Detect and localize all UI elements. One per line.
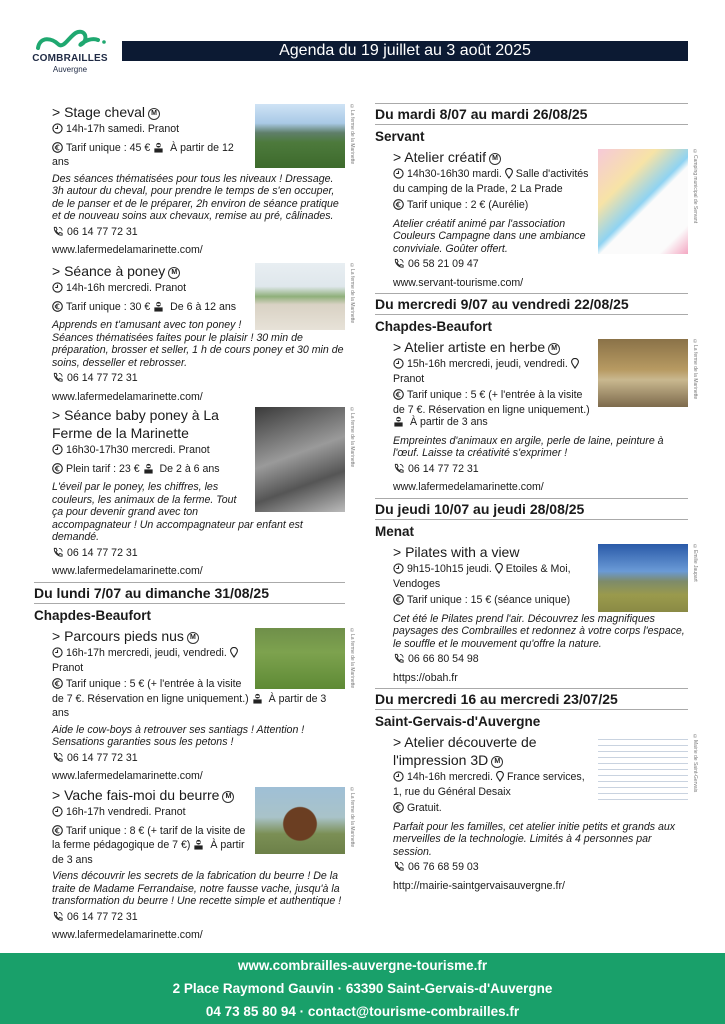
event-description: L'éveil par le poney, les chiffres, les couleurs, les animaux de la ferme. Tout ça pour devenir grand avec ton accompagnateur ! Un accompagnateur par enfant est demandé.: [52, 481, 303, 543]
event-description: Empreintes d'animaux en argile, perle de laine, peinture à l'œuf. Laisse ta créativité s'exprimer !: [393, 434, 664, 459]
date-range-heading: Du jeudi 10/07 au jeudi 28/08/25: [375, 498, 688, 520]
event-title-text: > Pilates with a view: [393, 544, 520, 560]
event-title-text: > Séance à poney: [52, 263, 166, 279]
event-age: À partir de 3 ans: [409, 416, 488, 428]
event-url[interactable]: www.lafermedelamarinette.com/: [52, 390, 203, 403]
event-price-text: Tarif unique : 5 € (+ l'entrée à la visite de 7 €. Réservation en ligne uniquement.): [52, 678, 249, 705]
event-item: [34, 627, 355, 783]
event-photo: [598, 149, 698, 254]
euro-icon: [52, 142, 63, 157]
phone-icon: [52, 752, 64, 767]
event-title-text: > Parcours pieds nus: [52, 628, 184, 644]
event-photo: [255, 407, 355, 512]
event-title-text: > Vache fais-moi du beurre: [52, 787, 220, 803]
location-pin-icon: [230, 647, 238, 662]
event-url[interactable]: www.servant-tourisme.com/: [393, 276, 524, 289]
event-title-text: > Atelier créatif: [393, 149, 486, 165]
clock-icon: [393, 358, 404, 373]
photo-credit: ©Camping municipal de Servant: [692, 149, 698, 224]
event-title-text: > Stage cheval: [52, 104, 146, 120]
event-time: 16h-17h mercredi, jeudi, vendredi.: [66, 647, 227, 659]
photo-credit: ©La ferme de la Marinette: [349, 407, 355, 468]
person-icon: [393, 416, 404, 431]
event-item: [34, 103, 355, 257]
footer: [0, 953, 725, 1024]
logo-mark-icon: [30, 26, 110, 54]
event-photo: [598, 339, 698, 407]
phone-icon: [393, 653, 405, 668]
photo-credit: ©La ferme de la Marinette: [349, 787, 355, 848]
event-photo: [255, 104, 355, 168]
clock-icon: [52, 123, 63, 138]
event-phone-number: 06 14 77 72 31: [408, 462, 479, 475]
event-price-text: Tarif unique : 2 € (Aurélie): [407, 199, 529, 211]
event-photo: [255, 263, 355, 330]
phone-icon: [52, 547, 64, 562]
location-pin-icon: [505, 168, 513, 183]
date-range-heading: Du mercredi 9/07 au vendredi 22/08/25: [375, 293, 688, 315]
event-age: De 6 à 12 ans: [170, 300, 237, 313]
phone-icon: [52, 372, 64, 387]
euro-icon: [52, 301, 63, 316]
event-price-text: Tarif unique : 8 € (+ tarif de la visite de la ferme pédagogique de 7 €): [52, 824, 246, 851]
event-phone-number: 06 66 80 54 98: [408, 653, 479, 665]
phone-icon: [52, 226, 64, 241]
euro-icon: [393, 389, 404, 404]
event-time: 16h30-17h30 mercredi. Pranot: [66, 444, 210, 456]
clock-icon: [52, 647, 63, 662]
event-item: [34, 262, 355, 403]
event-time: 14h-17h samedi. Pranot: [66, 123, 180, 135]
city-heading: Chapdes-Beaufort: [34, 608, 152, 623]
event-url[interactable]: https://obah.fr: [393, 671, 458, 684]
phone-icon: [393, 861, 405, 876]
accessibility-badge-icon: M: [222, 791, 234, 803]
logo-sub: Auvergne: [52, 65, 88, 74]
event-item: [34, 786, 355, 942]
euro-icon: [393, 594, 404, 609]
event-location: France services, 1, rue du Général Desaix: [393, 771, 585, 798]
footer-contact: 04 73 85 80 94 · contact@tourisme-combrailles.fr: [205, 1004, 520, 1019]
accessibility-badge-icon: M: [491, 756, 503, 768]
event-photo: [255, 628, 355, 689]
event-location: Etoiles & Moi, Vendoges: [393, 563, 571, 590]
event-title-text: > Atelier artiste en herbe: [393, 339, 546, 355]
city-heading: Chapdes-Beaufort: [375, 319, 493, 334]
accessibility-badge-icon: M: [168, 267, 180, 279]
page-title: Agenda du 19 juillet au 3 août 2025: [122, 41, 688, 61]
accessibility-badge-icon: M: [548, 343, 560, 355]
event-time: 15h-16h mercredi, jeudi, vendredi.: [407, 358, 568, 370]
photo-credit: ©Emilie Jaupart: [692, 544, 698, 582]
event-phone-number: 06 14 77 72 31: [67, 546, 138, 559]
footer-address: 2 Place Raymond Gauvin · 63390 Saint-Gervais-d'Auvergne: [172, 981, 553, 996]
location-pin-icon: [495, 563, 503, 578]
event-phone: [393, 653, 688, 668]
event-age: À partir de 3 ans: [52, 692, 327, 719]
event-description: Cet été le Pilates prend l'air. Découvrez les magnifiques paysages des Combrailles et redonnez à votre corps l'espace, le souffle et le mouvement qu'offre la nature.: [393, 612, 685, 650]
event-age: De 2 à 6 ans: [159, 462, 220, 475]
event-price-text: Tarif unique : 15 € (séance unique): [407, 594, 571, 606]
event-time: 9h15-10h15 jeudi.: [407, 563, 492, 575]
event-description: Atelier créatif animé par l'association Couleurs Campagne dans une ambiance conviviale. Goûter offert.: [393, 217, 586, 255]
event-description: Aide le cow-boys à retrouver ses santiags ! Attention ! Sensations garanties sous les petons !: [52, 723, 305, 748]
footer-website[interactable]: www.combrailles-auvergne-tourisme.fr: [237, 958, 488, 973]
photo-credit: ©La ferme de la Marinette: [349, 263, 355, 324]
event-item: [34, 406, 355, 578]
city-heading: Servant: [375, 129, 425, 144]
event-phone-number: 06 14 77 72 31: [67, 372, 138, 384]
person-icon: [193, 839, 204, 854]
event-title-text: > Atelier découverte de l'impression 3D: [393, 734, 537, 768]
photo-credit: ©Mairie de Saint-Gervais: [692, 734, 698, 793]
event-photo: [598, 734, 698, 800]
person-icon: [252, 693, 263, 708]
euro-icon: [52, 463, 63, 478]
photo-credit: ©La ferme de la Marinette: [349, 628, 355, 689]
event-url[interactable]: www.lafermedelamarinette.com/: [52, 244, 203, 256]
event-price-text: Tarif unique : 5 € (+ l'entrée à la visite de 7 €. Réservation en ligne uniquement.): [393, 389, 590, 416]
euro-icon: [52, 678, 63, 693]
event-location: Pranot: [393, 372, 425, 385]
event-phone-number: 06 14 77 72 31: [67, 751, 138, 764]
photo-credit: ©La ferme de la Marinette: [349, 104, 355, 165]
event-url[interactable]: www.lafermedelamarinette.com/: [52, 770, 203, 782]
city-heading: Saint-Gervais-d'Auvergne: [375, 714, 541, 729]
city-heading: Menat: [375, 524, 415, 539]
event-phone-number: 06 14 77 72 31: [67, 225, 138, 238]
event-photo: [598, 544, 698, 612]
clock-icon: [52, 806, 63, 821]
event-time: 14h30-16h30 mardi.: [407, 168, 502, 180]
event-price-text: Plein tarif : 23 €: [66, 462, 140, 475]
accessibility-badge-icon: M: [489, 153, 501, 165]
event-url[interactable]: http://mairie-saintgervaisauvergne.fr/: [393, 879, 565, 892]
event-description: Parfait pour les familles, cet atelier initie petits et grands aux merveilles de la technologie. Limités à 4 personnes par session.: [393, 820, 676, 858]
person-icon: [143, 463, 154, 478]
event-time: 16h-17h vendredi. Pranot: [66, 806, 186, 818]
event-item: [375, 148, 698, 289]
event-price-text: Tarif unique : 30 €: [66, 300, 151, 313]
person-icon: [153, 142, 164, 157]
event-location: Salle d'activités du camping de la Prade, 2 La Prade: [393, 168, 589, 195]
event-url[interactable]: www.lafermedelamarinette.com/: [52, 929, 203, 941]
euro-icon: [393, 199, 404, 214]
event-phone: [52, 752, 345, 767]
event-price: [393, 802, 688, 817]
event-age: À partir de 3 ans: [52, 839, 245, 866]
event-phone-number: 06 14 77 72 31: [67, 910, 138, 923]
clock-icon: [52, 282, 63, 297]
accessibility-badge-icon: M: [148, 108, 160, 120]
clock-icon: [393, 771, 404, 786]
event-url[interactable]: www.lafermedelamarinette.com/: [393, 481, 544, 493]
event-time: 14h-16h mercredi. Pranot: [66, 282, 187, 294]
event-description: Viens découvrir les secrets de la fabrication du beurre ! De la traite de Madame Ferrandaise, notre fausse vache, jusqu'à la transformation du beurre ! Une recette simple et authentique !: [52, 870, 342, 907]
clock-icon: [393, 168, 404, 183]
logo-name: COMBRAILLES: [32, 53, 108, 64]
event-title-text: > Séance baby poney à La Ferme de la Marinette: [52, 407, 219, 441]
euro-icon: [393, 802, 404, 817]
euro-icon: [52, 825, 63, 840]
location-pin-icon: [496, 771, 504, 786]
event-age: À partir de 12 ans: [52, 141, 234, 168]
event-phone-number: 06 58 21 09 47: [408, 258, 479, 270]
event-item: [375, 338, 698, 494]
phone-icon: [52, 911, 64, 926]
date-range-heading: Du mercredi 16 au mercredi 23/07/25: [375, 688, 688, 710]
event-phone: [393, 258, 688, 273]
event-phone: [52, 226, 345, 241]
event-description: Des séances thématisées pour tous les niveaux ! Dressage. 3h autour du cheval, pour prendre le temps de s'en occuper, de le panser et de le préparer, 2h environ de séance pratique et de nouveau soins aux chevaux, remise au pré, câlinades.: [52, 172, 339, 222]
phone-icon: [393, 258, 405, 273]
event-phone-number: 06 76 68 59 03: [408, 861, 479, 873]
event-time: 14h-16h mercredi.: [407, 771, 493, 783]
event-price-text: Gratuit.: [407, 802, 442, 814]
clock-icon: [52, 444, 63, 459]
event-phone: [393, 861, 688, 876]
person-icon: [153, 301, 164, 316]
clock-icon: [393, 563, 404, 578]
event-price-text: Tarif unique : 45 €: [66, 141, 151, 154]
phone-icon: [393, 463, 405, 478]
event-url[interactable]: www.lafermedelamarinette.com/: [52, 565, 203, 577]
photo-credit: ©La ferme de la Marinette: [692, 339, 698, 400]
event-location: Pranot: [52, 661, 84, 674]
event-phone: [393, 463, 688, 478]
event-item: [375, 543, 698, 684]
date-range-heading: Du mardi 8/07 au mardi 26/08/25: [375, 103, 688, 125]
event-phone: [52, 372, 345, 387]
location-pin-icon: [571, 358, 579, 373]
event-photo: [255, 787, 355, 854]
event-phone: [52, 911, 345, 926]
event-description: Apprends en t'amusant avec ton poney ! Séances thématisées faites pour le plaisir ! 30 min de préparation, brosser et seller, 1 h de cours poney et 30 min de soins, desseller et rebrosser.: [52, 319, 344, 369]
combrailles-logo: [30, 26, 110, 76]
date-range-heading: Du lundi 7/07 au dimanche 31/08/25: [34, 582, 345, 604]
accessibility-badge-icon: M: [187, 632, 199, 644]
event-phone: [52, 547, 345, 562]
event-item: [375, 733, 698, 892]
